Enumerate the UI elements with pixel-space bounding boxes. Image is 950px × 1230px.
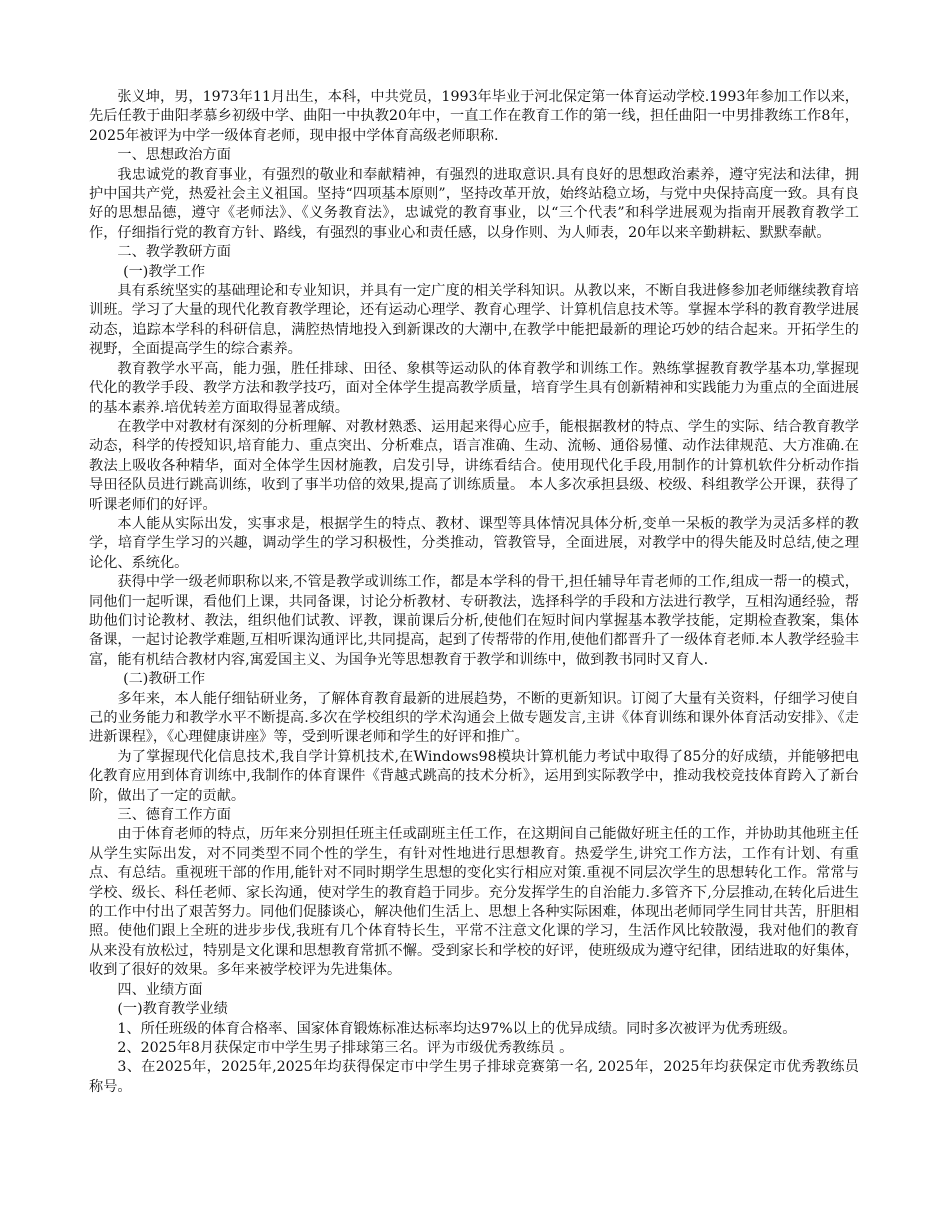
- teaching-paragraph-4: 本人能从实际出发，实事求是，根据学生的特点、教材、课型等具体情况具体分析,变单一呆板的教学为灵活多样的教学，培育学生学习的兴趣，调动学生的学习积极性，分类推动，管教管导，全面进展，对教学中的得失能及时总结,使之理论化、系统化。: [89, 515, 859, 571]
- research-paragraph-2: 为了掌握现代化信息技术,我自学计算机技术,在Windows98模块计算机能力考试中取得了85分的好成绩，并能够把电化教育应用到体育训练中,我制作的体育课件《背越式跳高的技术分析》，运用到实际教学中，推动我校竞技体育跨入了新台阶，做出了一定的贡献。: [89, 748, 859, 804]
- politics-paragraph: 我忠诚党的教育事业，有强烈的敬业和奉献精神，有强烈的进取意识.具有良好的思想政治素养，遵守宪法和法律，拥护中国共产党，热爱社会主义祖国。坚持“四项基本原则”，坚持改革开放，始终站稳立场，与党中央保持高度一致。具有良好的思想品德，遵守《老师法》、《义务教育法》，忠诚党的教育事业，以“三个代表”和科学进展观为指南开展教育教学工作，仔细指行党的教育方针、路线，有强烈的事业心和责任感，以身作则、为人师表，20年以来辛勤耕耘、默默奉献。: [89, 166, 859, 241]
- section-heading-politics: 一、思想政治方面: [117, 147, 231, 164]
- teaching-paragraph-1: 具有系统坚实的基础理论和专业知识，并具有一定广度的相关学科知识。从教以来，不断自我进修参加老师继续教育培训班。学习了大量的现代化教育教学理论，还有运动心理学、教育心理学、计算机信息技术等。掌握本学科的教育教学进展动态，追踪本学科的科研信息，满腔热情地投入到新课改的大潮中,在教学中能把最新的理论巧妙的结合起来。开拓学生的视野，全面提高学生的综合素养。: [89, 283, 859, 358]
- moral-education-paragraph: 由于体育老师的特点，历年来分别担任班主任或副班主任工作，在这期间自己能做好班主任的工作，并协助其他班主任从学生实际出发，对不同类型不同个性的学生，有针对性地进行思想教育。热爱学生,讲究工作方法，工作有计划、有重点、有总结。重视班干部的作用,能针对不同时期学生思想的变化实行相应对策.重视不同层次学生的思想转化工作。常常与学校、级长、科任老师、家长沟通，使对学生的教育趋于同步。充分发挥学生的自治能力.多管齐下,分层推动,在转化后进生的工作中付出了艰苦努力。同他们促膝谈心，解决他们生活上、思想上各种实际困难，体现出老师同学生同甘共苦，肝胆相照。使他们跟上全班的进步步伐,我班有几个体育特长生，平常不注意文化课的学习，生活作风比较散漫，我对他们的教育从来没有放松过，特别是文化课和思想教育常抓不懈。受到家长和学校的好评，使班级成为遵守纪律，团结进取的好集体，收到了很好的效果。多年来被学校评为先进集体。: [89, 826, 859, 979]
- subsection-heading-research: (二)教研工作: [123, 671, 206, 688]
- section-heading-achievements: 四、业绩方面: [117, 981, 203, 998]
- achievement-item-1: 1、所任班级的体育合格率、国家体育锻炼标准达标率均达97%以上的优异成绩。同时多次被评为优秀班级。: [117, 1020, 797, 1037]
- research-paragraph-1: 多年来，本人能仔细钻研业务，了解体育教育最新的进展趋势，不断的更新知识。订阅了大量有关资料，仔细学习使自己的业务能力和教学水平不断提高.多次在学校组织的学术沟通会上做专题发言,主讲《体育训练和课外体育活动安排》、《走进新课程》，《心理健康讲座》等，受到听课老师和学生的好评和推广。: [89, 690, 859, 746]
- document-body: [89, 88, 859, 1097]
- section-heading-teaching-research: 二、教学教研方面: [117, 244, 231, 261]
- teaching-paragraph-2: 教育教学水平高，能力强，胜任排球、田径、象棋等运动队的体育教学和训练工作。熟练掌握教育教学基本功,掌握现代化的教学手段、教学方法和教学技巧，面对全体学生提高教学质量，培育学生具有创新精神和实践能力为重点的全面进展的基本素养.培优转差方面取得显著成绩。: [89, 360, 859, 416]
- subsection-heading-teaching-achievements: (一)教育教学业绩: [117, 1001, 228, 1018]
- teaching-paragraph-5: 获得中学一级老师职称以来,不管是教学或训练工作，都是本学科的骨干,担任辅导年青老师的工作,组成一帮一的模式，同他们一起听课，看他们上课，共同备课，讨论分析教材、专研教法，选择科学的手段和方法进行教学，互相沟通经验，帮助他们讨论教材、教法，组织他们试教、评教，课前课后分析,使他们在短时间内掌握基本教学技能，定期检查教案，集体备课，一起讨论教学难题,互相听课沟通评比,共同提高，起到了传帮带的作用,使他们都晋升了一级体育老师.本人教学经验丰富，能有机结合教材内容,寓爱国主义、为国争光等思想教育于教学和训练中，做到教书同时又育人.: [89, 574, 859, 668]
- achievement-item-3: 3、在2025年，2025年,2025年均获得保定市中学生男子排球竞赛第一名, 2025年，2025年均获保定市优秀教练员称号。: [89, 1059, 859, 1095]
- achievement-item-2: 2、2025年8月获保定市中学生男子排球第三名。评为市级优秀教练员 。: [117, 1039, 574, 1056]
- intro-paragraph: 张义坤，男，1973年11月出生，本科，中共党员，1993年毕业于河北保定第一体育运动学校.1993年参加工作以来，先后任教于曲阳孝慕乡初级中学、曲阳一中执教20年中，一直工作在教育工作的第一线，担任曲阳一中男排教练工作8年，2025年被评为中学一级体育老师，现申报中学体育高级老师职称.: [89, 89, 859, 144]
- section-heading-moral-education: 三、德育工作方面: [117, 807, 231, 824]
- subsection-heading-teaching: (一)教学工作: [123, 263, 206, 280]
- teaching-paragraph-3: 在教学中对教材有深刻的分析理解、对教材熟悉、运用起来得心应手，能根据教材的特点、学生的实际、结合教育教学动态，科学的传授知识,培育能力、重点突出、分析难点，语言准确、生动、流畅、通俗易懂、动作法律规范、大方准确.在教法上吸收各种精华，面对全体学生因材施教，启发引导，讲练看结合。使用现代化手段,用制作的计算机软件分析动作指导田径队员进行跳高训练，收到了事半功倍的效果,提高了训练质量。 本人多次承担县级、校级、科组教学公开课，获得了听课老师们的好评。: [89, 418, 859, 513]
